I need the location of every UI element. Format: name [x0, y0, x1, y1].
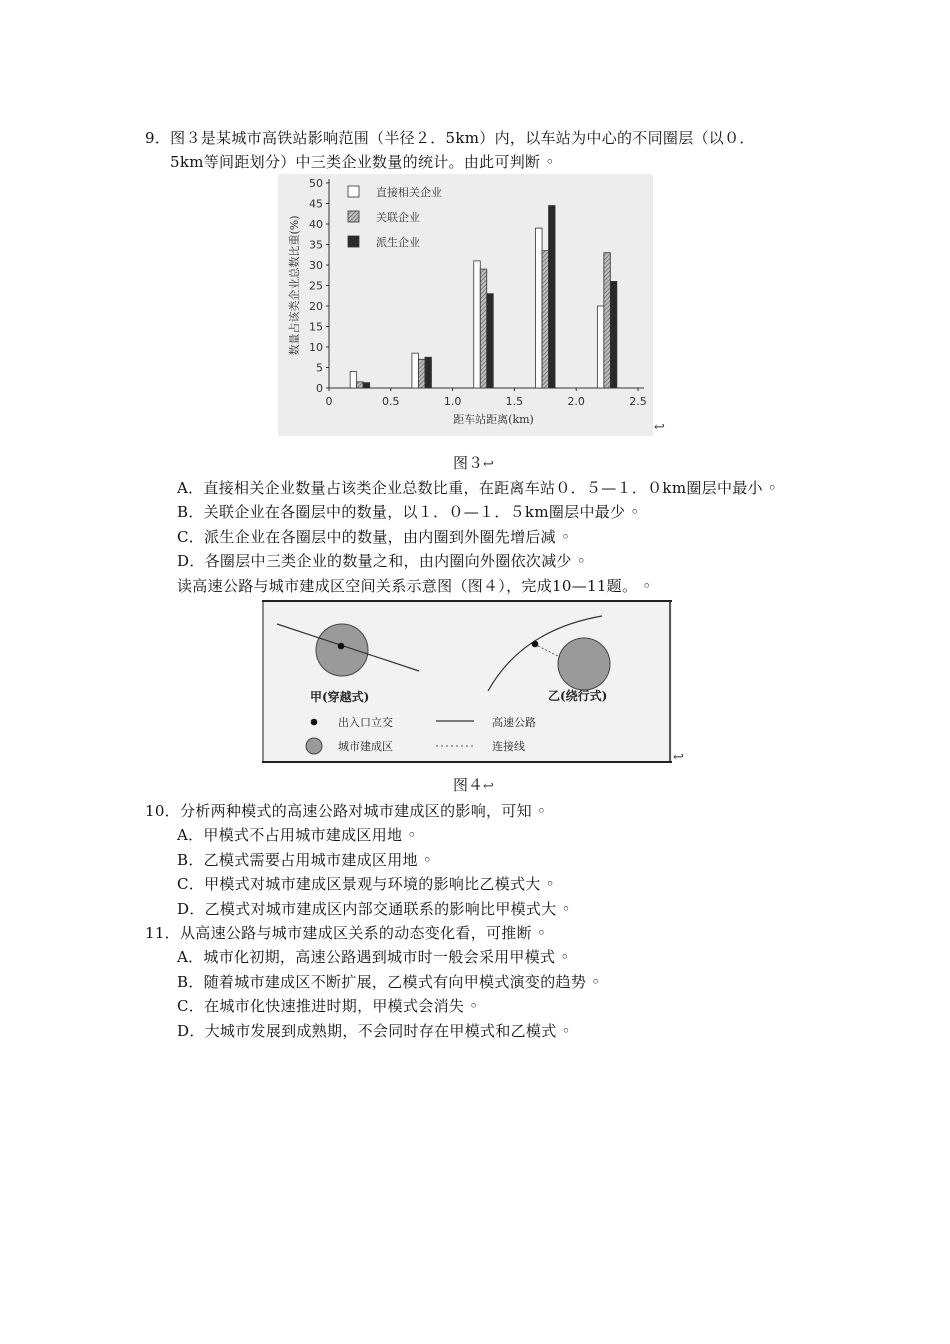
label-mode-b: 乙(绕行式): [548, 689, 608, 703]
q11-option-b: B．随着城市建成区不断扩展，乙模式有向甲模式演变的趋势 ◦: [177, 973, 601, 991]
x-axis-label: 距车站距离(km): [453, 413, 534, 426]
q9-stem-line1: 9．图３是某城市高铁站影响范围（半径２．5km）内，以车站为中心的不同圈层（以０．: [145, 129, 755, 147]
bar-white-2.0-2.5: [597, 306, 604, 388]
q10-option-a: A．甲模式不占用城市建成区用地 ◦: [177, 826, 417, 844]
bar-hatched-0.5-1.0: [418, 359, 425, 388]
bar-black-2.0-2.5: [610, 281, 617, 388]
legend-urban-icon: [306, 738, 322, 754]
q11-stem: 11．从高速公路与城市建成区关系的动态变化看，可推断 ◦: [145, 924, 547, 942]
bar-black-1.5-2.0: [549, 206, 556, 388]
legend-swatch-white: [348, 186, 359, 197]
figure-4-caption: [453, 775, 494, 797]
q10-11-intro: 读高速公路与城市建成区空间关系示意图（图４），完成10—11题。 ◦: [177, 577, 652, 595]
bar-black-0.5-1.0: [425, 357, 432, 388]
legend-interchange-label: 出入口立交: [338, 716, 393, 729]
y-tick-label: 0: [316, 382, 323, 395]
urban-area-b: [558, 638, 610, 690]
legend-label-black: 派生企业: [376, 236, 420, 249]
legend-connector-label: 连接线: [492, 740, 525, 753]
q10-option-c: C．甲模式对城市建成区景观与环境的影响比乙模式大 ◦: [177, 875, 555, 893]
bar-hatched-1.0-1.5: [480, 269, 487, 388]
bar-black-1.0-1.5: [487, 294, 494, 388]
legend-highway-label: 高速公路: [492, 716, 536, 729]
diagram-background: [262, 600, 672, 763]
x-tick-label: 1.5: [505, 395, 524, 408]
bar-white-0.5-1.0: [412, 353, 419, 388]
x-tick-label: 1.0: [443, 395, 462, 408]
bar-white-1.0-1.5: [474, 261, 481, 388]
legend-swatch-black: [348, 236, 359, 247]
bar-chart-svg: [278, 174, 653, 436]
bar-black-0-0.5: [363, 383, 370, 388]
q9-option-d: D．各圈层中三类企业的数量之和，由内圈向外圈依次减少 ◦: [177, 552, 587, 570]
figure-3-caption-text: 图３: [453, 454, 484, 472]
y-tick-label: 30: [309, 259, 323, 272]
q11-option-a: A．城市化初期，高速公路遇到城市时一般会采用甲模式 ◦: [177, 948, 570, 966]
paragraph-mark-icon: ↩: [673, 750, 684, 765]
y-axis-label: 数量占该类企业总数比重(%): [288, 215, 301, 356]
figure-4-caption-text: 图４: [453, 776, 484, 794]
paragraph-mark-icon: ↩: [483, 779, 494, 794]
legend-interchange-icon: [311, 719, 318, 726]
x-tick-label: 2.0: [567, 395, 585, 408]
bar-white-1.5-2.0: [536, 228, 543, 388]
q10-option-b: B．乙模式需要占用城市建成区用地 ◦: [177, 851, 433, 869]
y-tick-label: 20: [309, 300, 323, 313]
legend-label-white: 直接相关企业: [376, 186, 442, 199]
legend-label-hatched: 关联企业: [376, 211, 420, 224]
paragraph-mark-icon: ↩: [483, 457, 494, 472]
figure-3-chart: [278, 174, 653, 436]
legend-urban-label: 城市建成区: [338, 740, 393, 753]
y-tick-label: 50: [309, 177, 323, 190]
x-tick-label: 2.5: [629, 395, 647, 408]
bar-hatched-1.5-2.0: [542, 251, 549, 388]
q9-option-c: C．派生企业在各圈层中的数量，由内圈到外圈先增后减 ◦: [177, 528, 571, 546]
y-tick-label: 25: [309, 279, 323, 293]
y-tick-label: 15: [309, 320, 323, 334]
legend-swatch-hatched: [348, 211, 359, 222]
x-tick-label: 0.5: [382, 395, 400, 408]
bar-hatched-0-0.5: [357, 382, 364, 388]
q11-option-d: D．大城市发展到成熟期，不会同时存在甲模式和乙模式 ◦: [177, 1022, 571, 1040]
paragraph-mark-icon: ↩: [654, 420, 665, 435]
q9-stem-line2: 5km等间距划分）中三类企业数量的统计。由此可判断 ◦: [170, 153, 555, 171]
x-tick-label: 0: [325, 395, 333, 408]
interchange-b: [532, 641, 539, 648]
y-tick-label: 10: [309, 341, 323, 354]
y-tick-label: 45: [309, 197, 323, 211]
q9-option-a: A．直接相关企业数量占该类企业总数比重，在距离车站０．５—１．０km圈层中最小 ◦: [177, 479, 778, 497]
q9-option-b: B．关联企业在各圈层中的数量，以１．０—１．５km圈层中最少 ◦: [177, 503, 640, 521]
urban-area-a: [316, 624, 368, 676]
y-tick-label: 35: [309, 238, 323, 252]
y-tick-label: 5: [316, 361, 323, 375]
figure-4-diagram: [262, 600, 672, 763]
q11-option-c: C．在城市化快速推进时期，甲模式会消失 ◦: [177, 997, 479, 1015]
q10-option-d: D．乙模式对城市建成区内部交通联系的影响比甲模式大 ◦: [177, 900, 571, 918]
bar-hatched-2.0-2.5: [604, 253, 611, 388]
figure-3-caption: [453, 453, 494, 475]
q10-stem: 10．分析两种模式的高速公路对城市建成区的影响，可知 ◦: [145, 802, 547, 820]
interchange-a: [338, 643, 345, 650]
label-mode-a: 甲(穿越式): [310, 690, 370, 704]
bar-white-0-0.5: [350, 372, 357, 388]
y-tick-label: 40: [309, 218, 323, 231]
highway-diagram-svg: [262, 600, 672, 763]
